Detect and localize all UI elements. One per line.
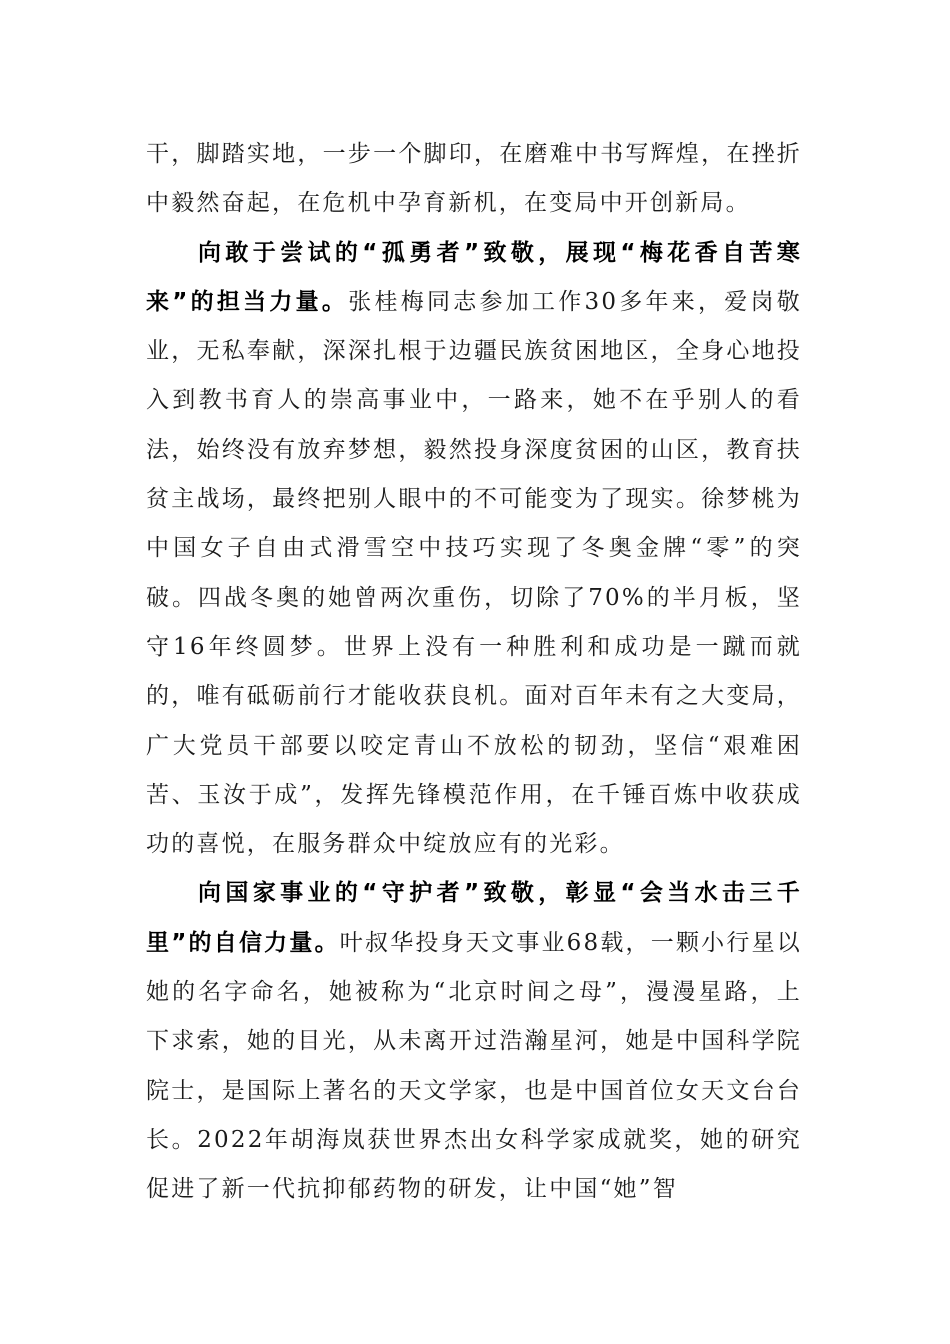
paragraph-lead-heading: 向敢于尝试的“孤勇者”致敬，展现“梅花香自苦寒来”的担当力量。 (146, 239, 802, 315)
paragraph-continuation (146, 130, 802, 229)
paragraph-zhang-xu (146, 229, 802, 870)
paragraph-body: 张桂梅同志参加工作30多年来，爱岗敬业，无私奉献，深深扎根于边疆民族贫困地区，全身心地投入到教书育人的崇高事业中，一路来，她不在乎别人的看法，始终没有放弃梦想，毅然投身深度贫困的山区，教育扶贫主战场，最终把别人眼中的不可能变为了现实。徐梦桃为中国女子自由式滑雪空中技巧实现了冬奥金牌“零”的突破。四战冬奥的她曾两次重伤，切除了70%的半月板，坚守16年终圆梦。世界上没有一种胜利和成功是一蹴而就的，唯有砥砺前行才能收获良机。面对百年未有之大变局，广大党员干部要以咬定青山不放松的韧劲，坚信“艰难困苦、玉汝于成”，发挥先锋模范作用，在千锤百炼中收获成功的喜悦，在服务群众中绽放应有的光彩。 (146, 288, 802, 858)
paragraph-body: 叶叔华投身天文事业68载，一颗小行星以她的名字命名，她被称为“北京时间之母”，漫漫星路，上下求索，她的目光，从未离开过浩瀚星河，她是中国科学院院士，是国际上著名的天文学家，也是中国首位女天文台台长。2022年胡海岚获世界杰出女科学家成就奖，她的研究促进了新一代抗抑郁药物的研发，让中国“她”智 (146, 929, 802, 1203)
paragraph-body: 干，脚踏实地，一步一个脚印，在磨难中书写辉煌，在挫折中毅然奋起，在危机中孕育新机，在变局中开创新局。 (146, 141, 802, 217)
paragraph-ye-hu (146, 869, 802, 1214)
paragraph-lead-heading: 向国家事业的“守护者”致敬，彰显“会当水击三千里”的自信力量。 (146, 880, 802, 956)
body-text (146, 130, 802, 1215)
